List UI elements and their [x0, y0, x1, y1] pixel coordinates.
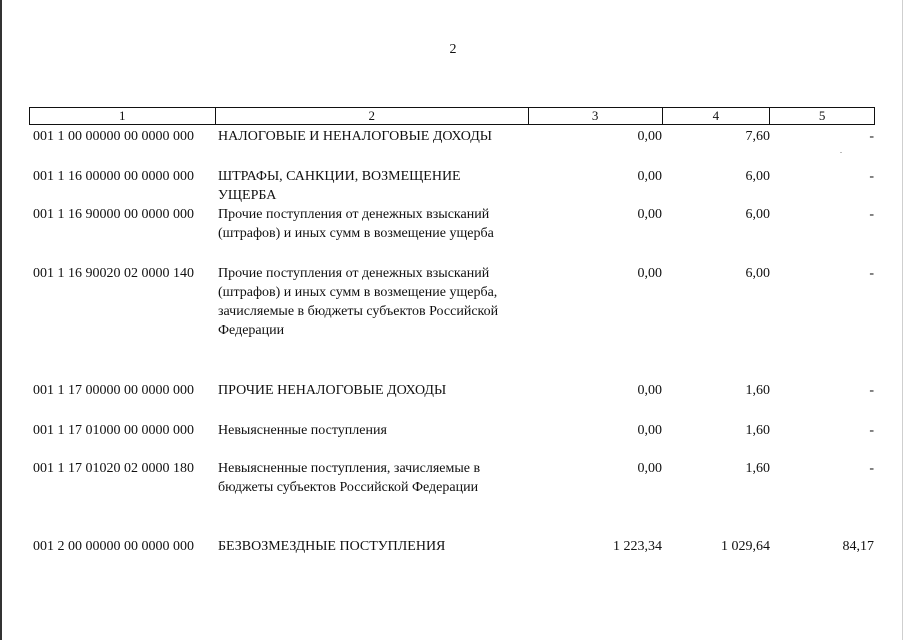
budget-code: 001 1 17 01020 02 0000 180	[33, 461, 194, 476]
value-col5: 84,17	[842, 539, 874, 554]
value-col3: 0,00	[637, 383, 662, 398]
value-col3: 0,00	[637, 169, 662, 184]
column-header-5: 5	[818, 108, 826, 123]
column-header-1: 1	[30, 108, 216, 124]
budget-code: 001 2 00 00000 00 0000 000	[33, 539, 194, 554]
value-col4: 6,00	[745, 207, 770, 222]
value-col3: 0,00	[637, 129, 662, 144]
column-header-3: 3	[529, 108, 663, 124]
revenue-name-line: зачисляемые в бюджеты субъектов Российской	[218, 304, 499, 319]
revenue-name-line: Федерации	[218, 323, 285, 338]
value-col5: -	[869, 461, 874, 476]
table-header	[29, 107, 875, 125]
revenue-name	[218, 537, 538, 556]
value-col3: 0,00	[637, 207, 662, 222]
revenue-name-line: БЕЗВОЗМЕЗДНЫЕ ПОСТУПЛЕНИЯ	[218, 539, 446, 554]
page-left-edge	[0, 0, 2, 640]
value-col4: 1 029,64	[721, 539, 770, 554]
revenue-name-line: (штрафов) и иных сумм в возмещение ущерба	[218, 226, 494, 241]
budget-code: 001 1 16 90000 00 0000 000	[33, 207, 194, 222]
value-col5: -	[869, 266, 874, 281]
value-col4: 6,00	[745, 169, 770, 184]
budget-code: 001 1 16 00000 00 0000 000	[33, 169, 194, 184]
revenue-name	[218, 264, 538, 340]
revenue-name-line: Невыясненные поступления, зачисляемые в	[218, 461, 481, 476]
revenue-name-line: УЩЕРБА	[218, 188, 277, 203]
budget-code: 001 1 17 01000 00 0000 000	[33, 423, 194, 438]
revenue-name-line: ПРОЧИЕ НЕНАЛОГОВЫЕ ДОХОДЫ	[218, 383, 447, 398]
value-col4: 7,60	[745, 129, 770, 144]
revenue-name	[218, 459, 538, 497]
revenue-name	[218, 167, 538, 205]
revenue-name	[218, 205, 538, 243]
value-col4: 6,00	[745, 266, 770, 281]
value-col4: 1,60	[745, 461, 770, 476]
revenue-name	[218, 381, 538, 400]
column-header-2: 2	[216, 108, 529, 124]
budget-code: 001 1 00 00000 00 0000 000	[33, 129, 194, 144]
value-col3: 0,00	[637, 266, 662, 281]
value-col3: 0,00	[637, 461, 662, 476]
value-col4: 1,60	[745, 423, 770, 438]
revenue-name	[218, 127, 538, 146]
budget-code: 001 1 16 90020 02 0000 140	[33, 266, 194, 281]
page-number: 2	[449, 42, 457, 57]
scan-speck	[840, 152, 842, 153]
revenue-name-line: ШТРАФЫ, САНКЦИИ, ВОЗМЕЩЕНИЕ	[218, 169, 461, 184]
value-col5: -	[869, 169, 874, 184]
value-col5: -	[869, 207, 874, 222]
column-header-4: 4	[663, 108, 771, 124]
revenue-name-line: НАЛОГОВЫЕ И НЕНАЛОГОВЫЕ ДОХОДЫ	[218, 129, 492, 144]
value-col3: 0,00	[637, 423, 662, 438]
value-col4: 1,60	[745, 383, 770, 398]
revenue-name-line: Невыясненные поступления	[218, 423, 387, 438]
value-col5: -	[869, 383, 874, 398]
revenue-name	[218, 421, 538, 440]
revenue-name-line: (штрафов) и иных сумм в возмещение ущерба,	[218, 285, 498, 300]
value-col5: -	[869, 423, 874, 438]
page-right-edge	[902, 0, 903, 640]
budget-code: 001 1 17 00000 00 0000 000	[33, 383, 194, 398]
revenue-name-line: Прочие поступления от денежных взысканий	[218, 207, 490, 222]
value-col3: 1 223,34	[613, 539, 662, 554]
value-col5: -	[869, 129, 874, 144]
revenue-name-line: Прочие поступления от денежных взысканий	[218, 266, 490, 281]
revenue-name-line: бюджеты субъектов Российской Федерации	[218, 480, 479, 495]
